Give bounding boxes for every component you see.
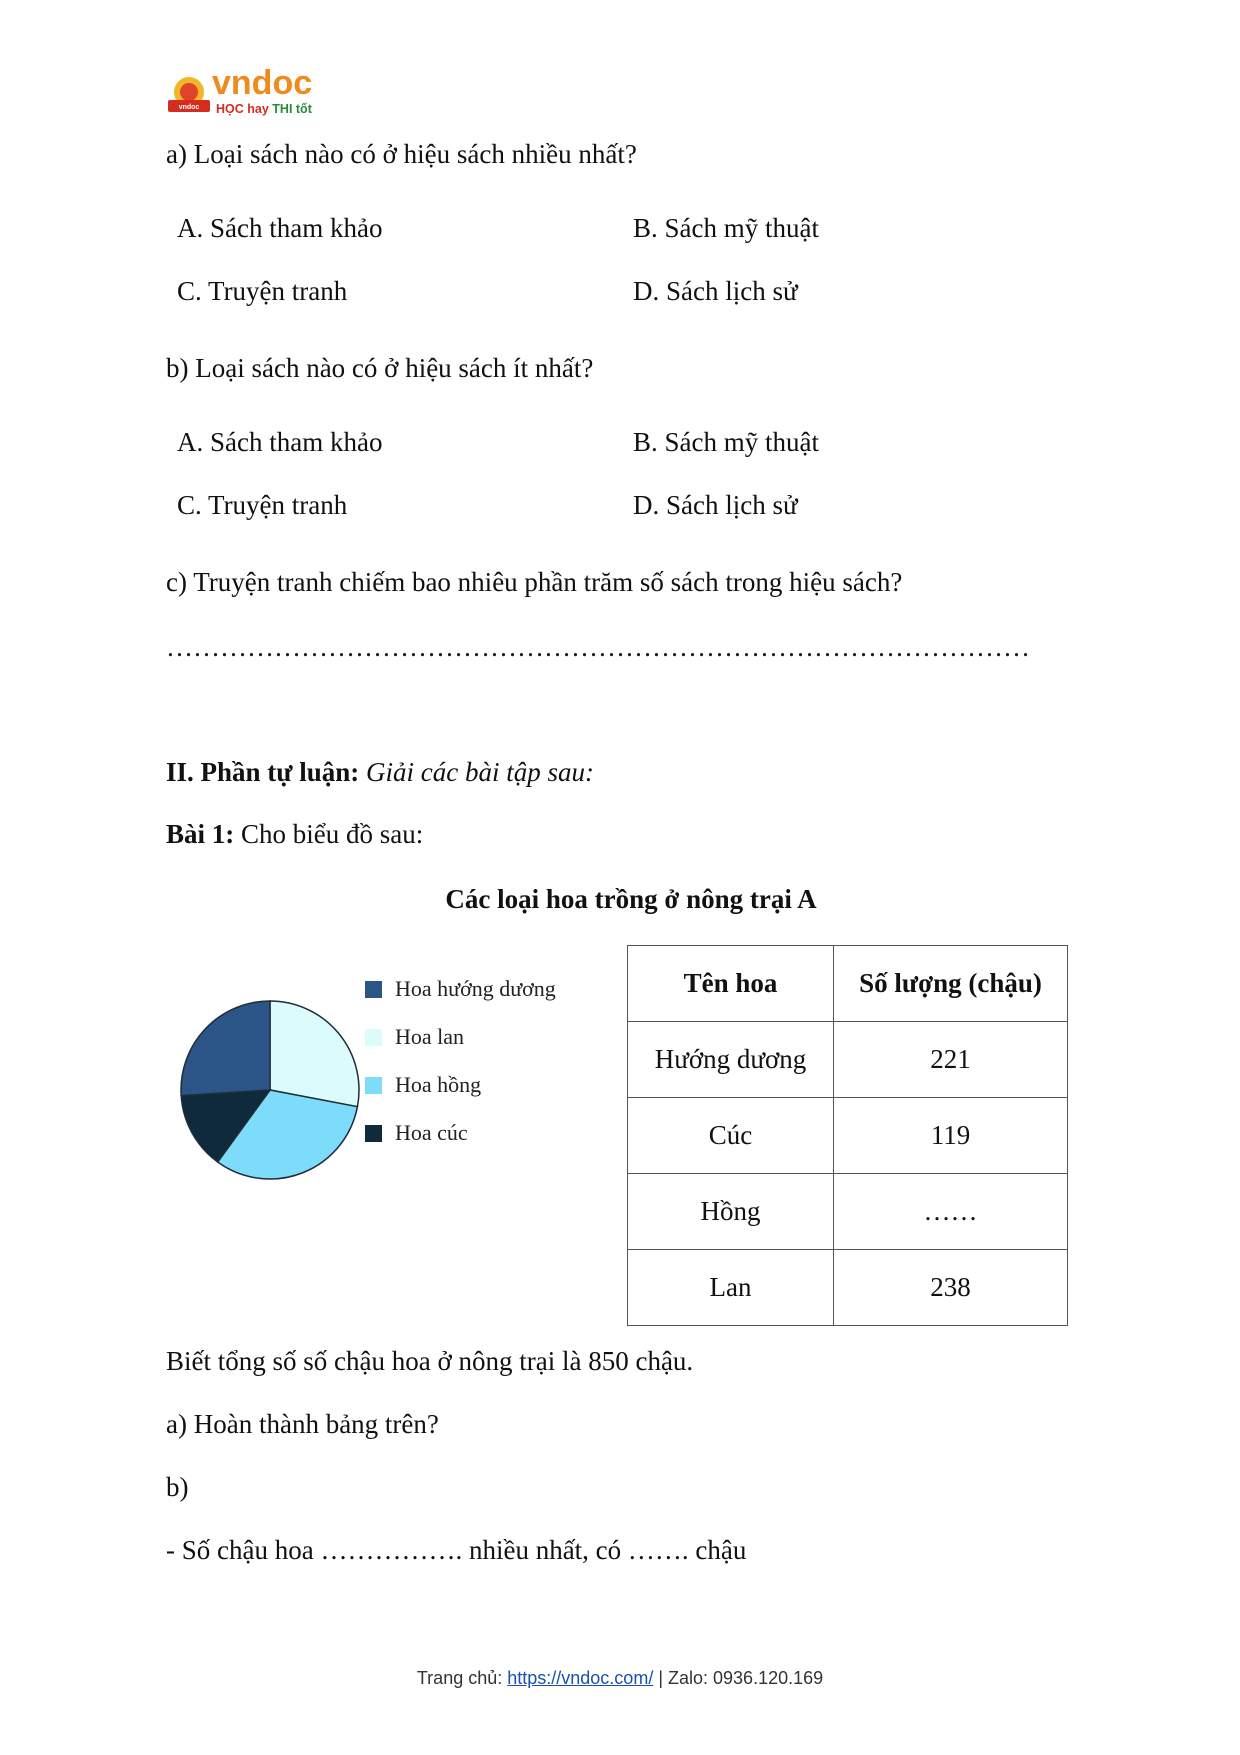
vndoc-logo: [166, 64, 316, 122]
legend-swatch-huong-duong: [365, 981, 382, 998]
table-header-name: Tên hoa: [628, 946, 834, 1022]
bai-1-heading: [166, 818, 423, 850]
table-cell-name: Lan: [628, 1250, 834, 1326]
logo-brand-text: vndoc: [212, 64, 313, 102]
question-a: a) Loại sách nào có ở hiệu sách nhiều nhất?: [166, 139, 637, 169]
table-cell-name: Cúc: [628, 1098, 834, 1174]
table-header-quantity: Số lượng (chậu): [834, 946, 1068, 1022]
table-cell-quantity: 238: [834, 1250, 1068, 1326]
qb-option-a: A. Sách tham khảo: [177, 427, 383, 457]
legend-swatch-lan: [365, 1029, 382, 1046]
answer-line: ……………………………………………………………………………………: [166, 632, 1030, 662]
qb-option-d: D. Sách lịch sử: [633, 490, 798, 520]
legend-huong-duong: Hoa hướng dương: [395, 976, 556, 1001]
table-row: [628, 1174, 1068, 1250]
pie-chart: [170, 990, 370, 1190]
table-cell-quantity: ……: [834, 1174, 1068, 1250]
chart-title: Các loại hoa trồng ở nông trại A: [445, 884, 817, 914]
total-statement: Biết tổng số số chậu hoa ở nông trại là 850 chậu.: [166, 1346, 694, 1376]
part-b: b): [166, 1472, 189, 1502]
logo-tagline-b: THI tốt: [272, 102, 312, 116]
table-header-row: [628, 946, 1068, 1022]
footer-link[interactable]: https://vndoc.com/: [507, 1668, 654, 1688]
legend-swatch-hong: [365, 1077, 382, 1094]
table-cell-quantity: 221: [834, 1022, 1068, 1098]
qa-option-a: A. Sách tham khảo: [177, 213, 383, 243]
pie-slice-lan: [270, 1001, 359, 1107]
table-cell-name: Hướng dương: [628, 1022, 834, 1098]
section-2-subtitle: Giải các bài tập sau:: [366, 757, 594, 787]
section-2-title: II. Phần tự luận:: [166, 757, 360, 787]
qa-option-d: D. Sách lịch sử: [633, 276, 798, 306]
legend-swatch-cuc: [365, 1125, 382, 1142]
fill-in-line: - Số chậu hoa ……………. nhiều nhất, có ……. chậu: [166, 1535, 747, 1565]
qb-option-c: C. Truyện tranh: [177, 490, 348, 520]
legend-cuc: Hoa cúc: [395, 1120, 468, 1145]
section-2-heading: [166, 756, 594, 788]
legend-hong: Hoa hồng: [395, 1072, 482, 1097]
table-row: [628, 1098, 1068, 1174]
flower-table: [627, 945, 1068, 1326]
logo-tagline-a: HỌC hay: [216, 102, 269, 116]
legend-lan: Hoa lan: [395, 1024, 465, 1049]
question-c: c) Truyện tranh chiếm bao nhiêu phần trăm số sách trong hiệu sách?: [166, 567, 903, 597]
page-footer: [0, 1668, 1240, 1689]
qb-option-b: B. Sách mỹ thuật: [633, 427, 819, 457]
logo-tagline: [216, 102, 312, 116]
logo-emblem-icon: [166, 72, 212, 118]
pie-slice-huong-duong: [181, 1001, 270, 1096]
table-row: [628, 1022, 1068, 1098]
qa-option-b: B. Sách mỹ thuật: [633, 213, 819, 243]
bai-1-label: Bài 1:: [166, 819, 235, 849]
question-b: b) Loại sách nào có ở hiệu sách ít nhất?: [166, 353, 594, 383]
footer-suffix: | Zalo: 0936.120.169: [653, 1668, 824, 1688]
bai-1-text: Cho biểu đồ sau:: [241, 819, 424, 849]
table-cell-name: Hồng: [628, 1174, 834, 1250]
qa-option-c: C. Truyện tranh: [177, 276, 348, 306]
footer-prefix: Trang chủ:: [416, 1668, 508, 1688]
logo-badge-text: vndoc: [178, 104, 200, 111]
table-row: [628, 1250, 1068, 1326]
part-a: a) Hoàn thành bảng trên?: [166, 1409, 439, 1439]
table-cell-quantity: 119: [834, 1098, 1068, 1174]
